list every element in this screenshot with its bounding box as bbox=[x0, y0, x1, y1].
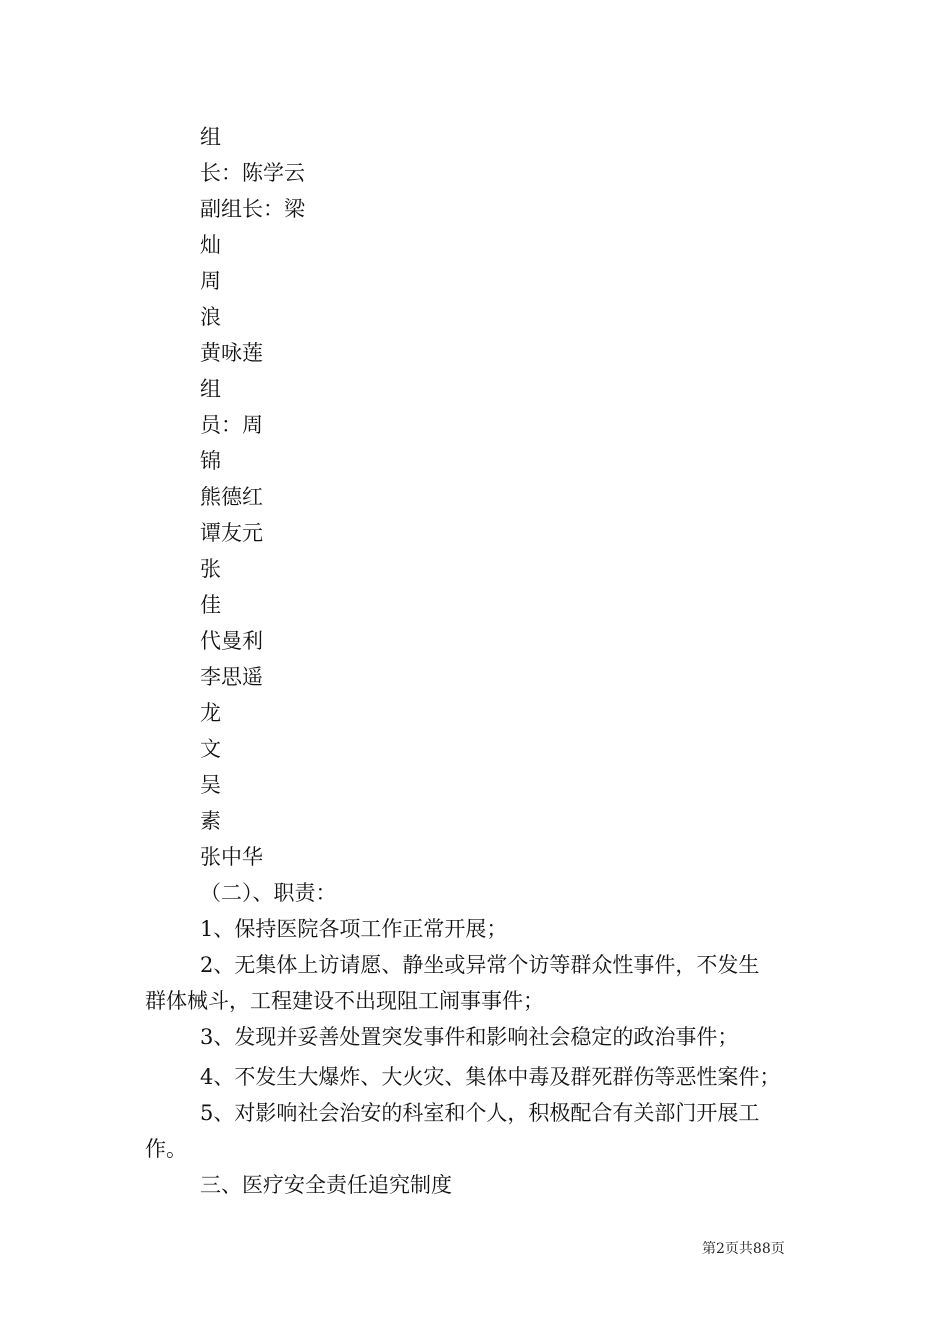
duty-item: 5、对影响社会治安的科室和个人，积极配合有关部门开展工 bbox=[200, 1101, 760, 1125]
duty-item: 2、无集体上访请愿、静坐或异常个访等群众性事件，不发生 bbox=[200, 953, 760, 977]
roster-line: 佳 bbox=[200, 593, 221, 617]
section-heading: 三、医疗安全责任追究制度 bbox=[200, 1173, 452, 1197]
roster-line: 锦 bbox=[200, 449, 221, 473]
roster-line: 张 bbox=[200, 557, 221, 581]
roster-line: 副组长：梁 bbox=[200, 197, 305, 221]
roster-line: 代曼利 bbox=[200, 629, 263, 653]
roster-line: 周 bbox=[200, 269, 221, 293]
roster-line: 员：周 bbox=[200, 413, 263, 437]
roster-line: 熊德红 bbox=[200, 485, 263, 509]
roster-line: 灿 bbox=[200, 233, 221, 257]
roster-line: 素 bbox=[200, 809, 221, 833]
duty-item: 3、发现并妥善处置突发事件和影响社会稳定的政治事件； bbox=[200, 1025, 739, 1049]
duty-item-continued: 作。 bbox=[145, 1137, 187, 1161]
page-number-footer: 第2页共88页 bbox=[702, 1241, 785, 1257]
roster-line: 组 bbox=[200, 125, 221, 149]
roster-line: 黄咏莲 bbox=[200, 341, 263, 365]
roster-line: 谭友元 bbox=[200, 521, 263, 545]
roster-line: 长：陈学云 bbox=[200, 161, 305, 185]
duties-heading: （二）、职责： bbox=[200, 881, 337, 905]
roster-line: 李思遥 bbox=[200, 665, 263, 689]
roster-line: 吴 bbox=[200, 773, 221, 797]
roster-line: 浪 bbox=[200, 305, 221, 329]
duty-item: 4、不发生大爆炸、大火灾、集体中毒及群死群伤等恶性案件； bbox=[200, 1065, 781, 1089]
roster-line: 龙 bbox=[200, 701, 221, 725]
roster-line: 组 bbox=[200, 377, 221, 401]
duty-item-continued: 群体械斗，工程建设不出现阻工闹事事件； bbox=[145, 989, 544, 1013]
roster-line: 文 bbox=[200, 737, 221, 761]
roster-line: 张中华 bbox=[200, 845, 263, 869]
duty-item: 1、保持医院各项工作正常开展； bbox=[200, 917, 508, 941]
